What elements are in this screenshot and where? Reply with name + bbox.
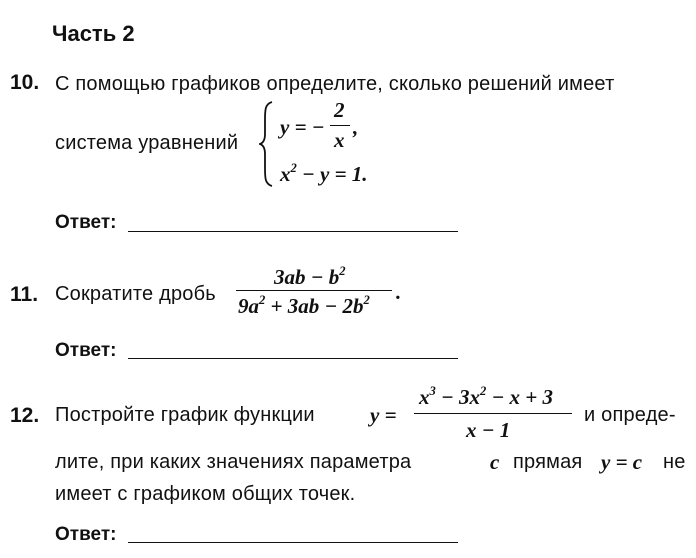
answer-line[interactable] — [128, 542, 458, 543]
question-text: и опреде- — [584, 404, 676, 426]
part-title: Часть 2 — [52, 21, 135, 46]
answer-line[interactable] — [128, 358, 458, 359]
question-number: 10. — [10, 71, 40, 94]
question-text: Сократите дробь — [55, 283, 216, 305]
answer-label: Ответ: — [55, 340, 117, 361]
equation-1-numerator: 2 — [334, 98, 345, 122]
equation-1-tail: , — [353, 115, 359, 139]
answer-line[interactable] — [128, 231, 458, 232]
answer-label: Ответ: — [55, 524, 117, 545]
fraction-numerator: $x^3 - 3x^2 - x + 3$ — [419, 384, 554, 409]
equation-1-denominator: x — [334, 128, 345, 152]
answer-label: Ответ: — [55, 212, 117, 233]
question-text: лите, при каких значениях параметра — [55, 451, 412, 473]
fraction-bar — [330, 125, 350, 126]
question-text: прямая — [513, 451, 583, 473]
fraction-numerator: $3ab - b^2$ — [274, 264, 346, 289]
fraction-bar — [414, 413, 572, 414]
system-brace — [259, 100, 275, 188]
fraction-denominator: x − 1 — [466, 418, 511, 442]
fraction-tail: . — [396, 280, 402, 304]
question-text: имеет с графиком общих точек. — [55, 483, 356, 505]
question-text: Постройте график функции — [55, 404, 315, 426]
fraction-denominator: $9a^2 + 3ab - 2b^2$ — [238, 293, 370, 318]
function-lhs: y = — [370, 403, 397, 427]
parameter-c: c — [490, 450, 500, 474]
question-number: 12. — [10, 404, 40, 427]
line-equation: y = c — [601, 450, 643, 474]
fraction-bar — [236, 290, 392, 291]
question-number: 11. — [10, 283, 39, 306]
question-text: С помощью графиков определите, сколько решений имеет — [55, 73, 615, 95]
question-text: система уравнений — [55, 132, 239, 154]
equation-2: $x^2 - y = 1$. — [280, 161, 368, 186]
question-text: не — [663, 451, 686, 473]
equation-1-lhs: y = − — [280, 115, 325, 139]
